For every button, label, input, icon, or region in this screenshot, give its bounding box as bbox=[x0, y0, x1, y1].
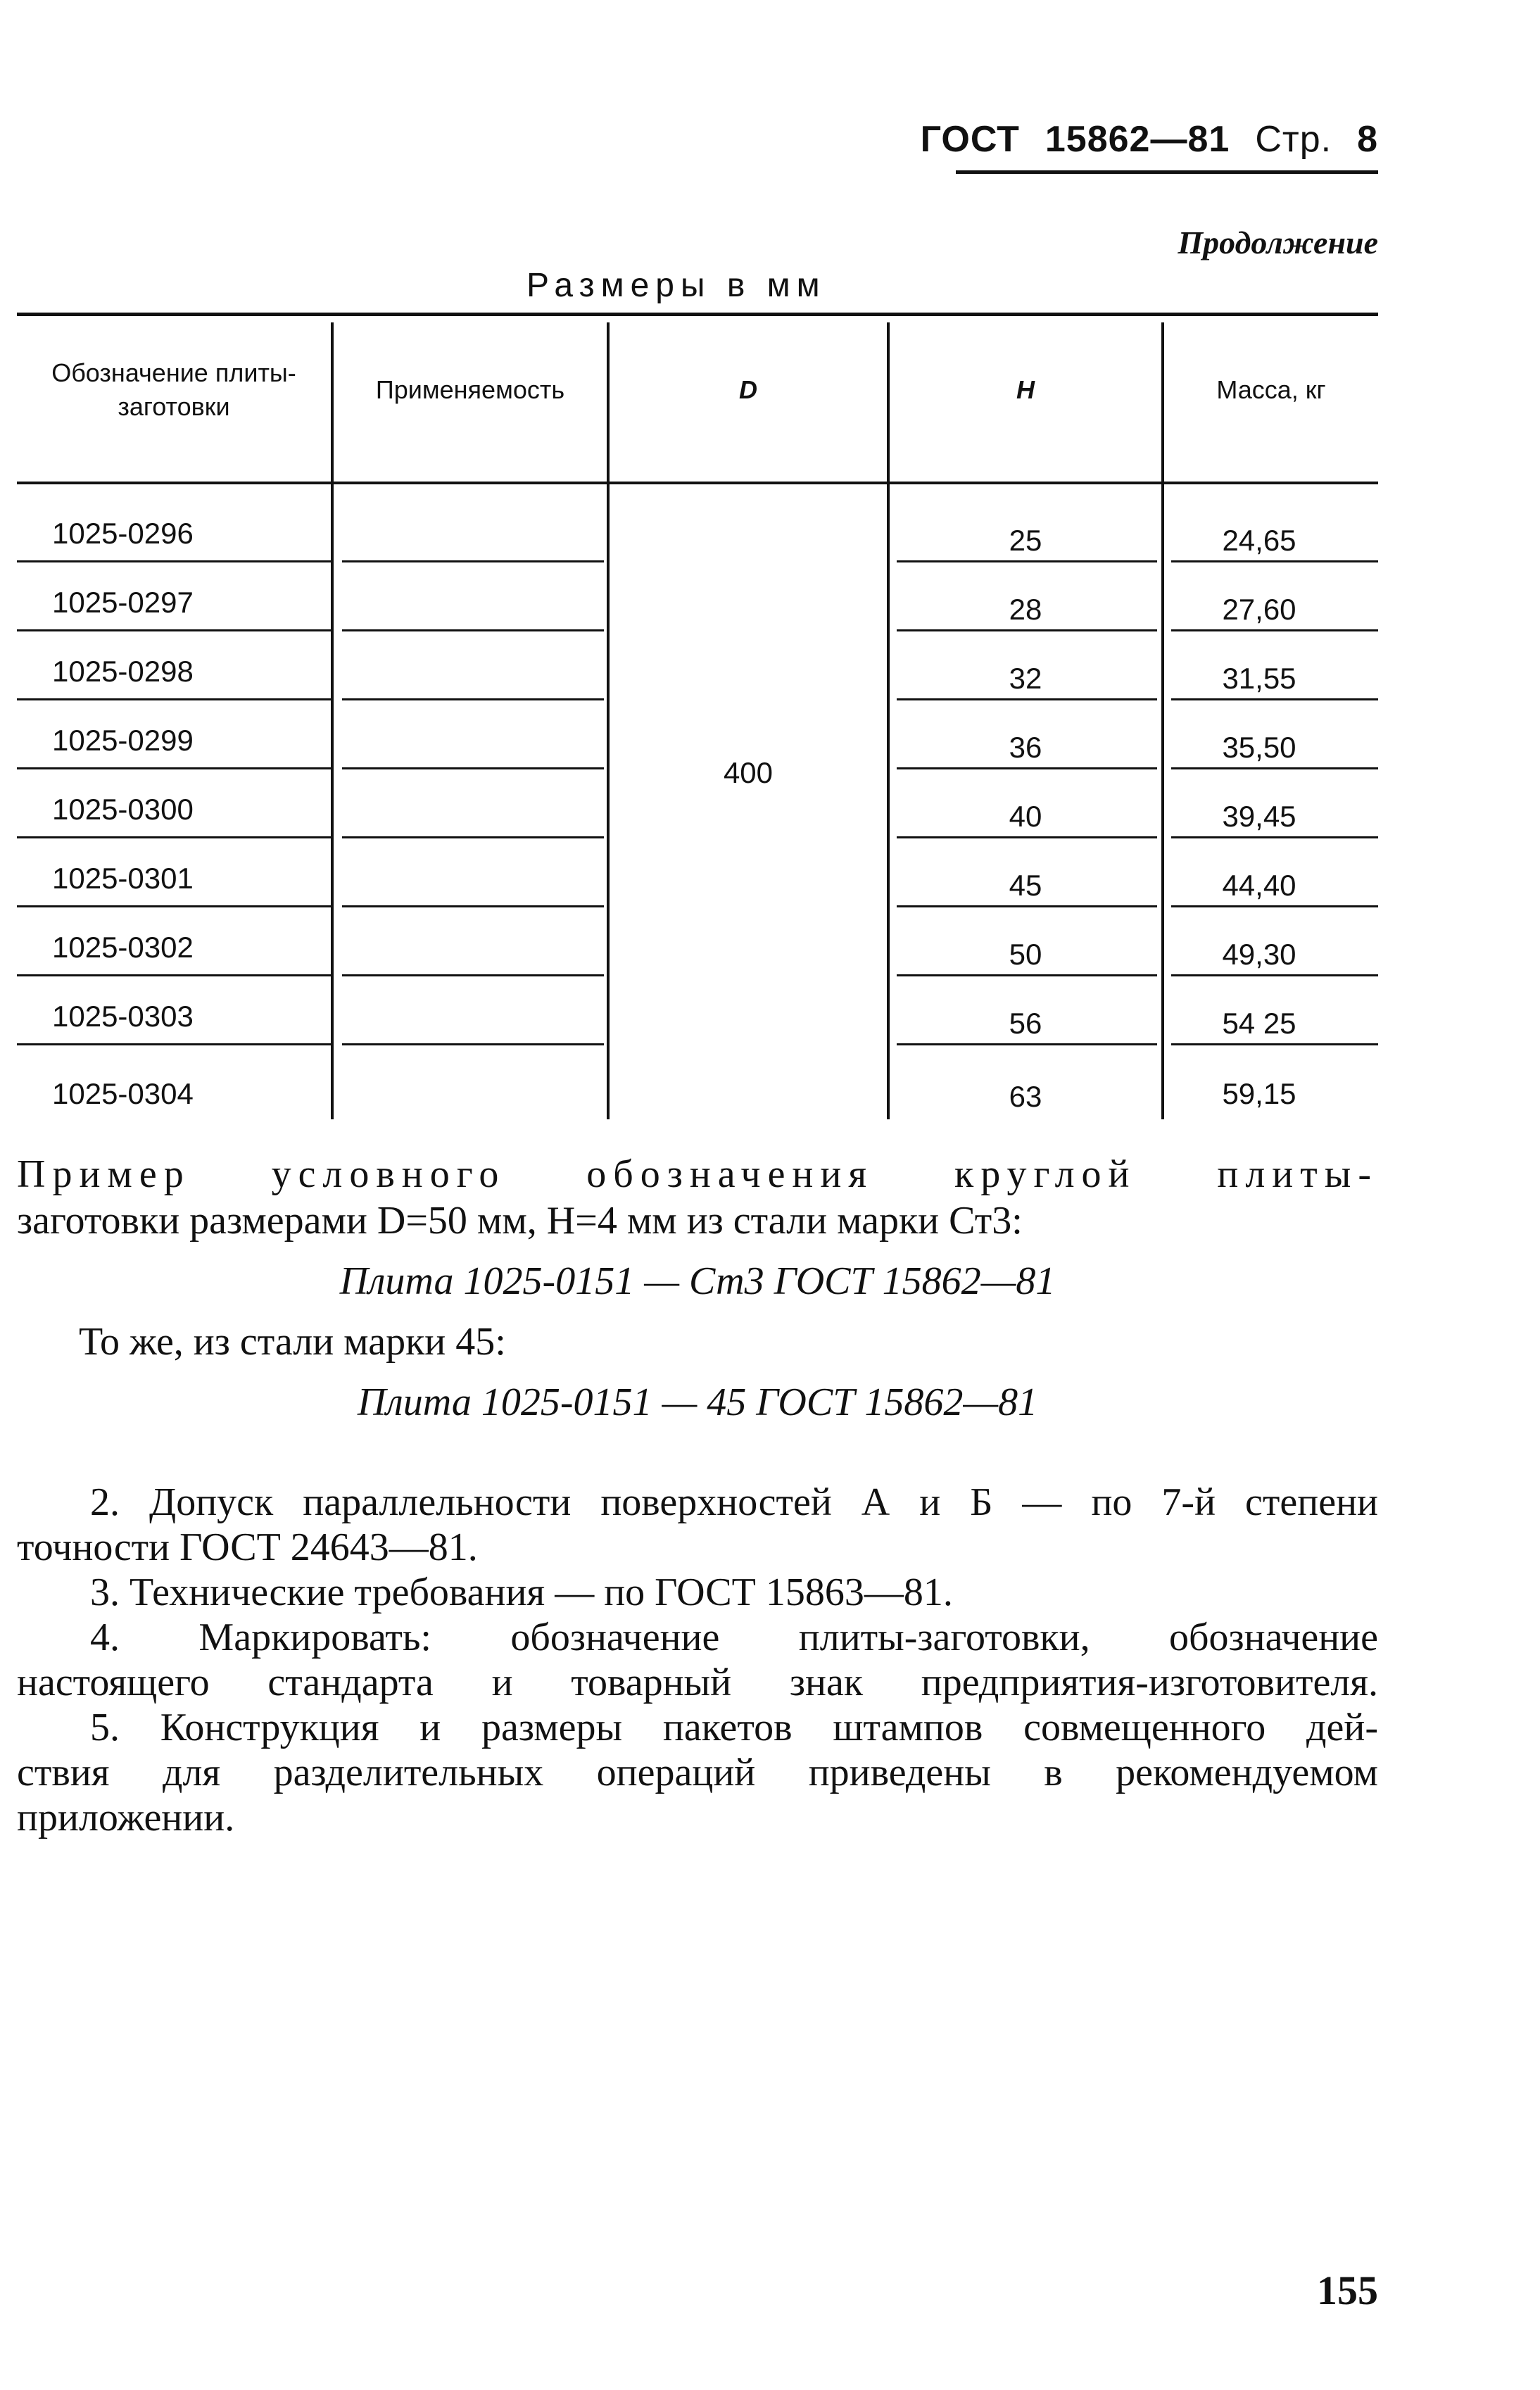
row-rule bbox=[1171, 767, 1378, 769]
item-2-line-2: точности ГОСТ 24643—81. bbox=[17, 1526, 478, 1569]
page-label: Стр. bbox=[1255, 119, 1332, 160]
mass-cell: 44,40 bbox=[1222, 869, 1296, 902]
row-rule bbox=[897, 560, 1157, 562]
item-3: 3. Технические требования — по ГОСТ 15863—81. bbox=[90, 1571, 953, 1614]
row-rule bbox=[1171, 974, 1378, 976]
row-rule bbox=[17, 974, 331, 976]
table-top-rule bbox=[17, 313, 1378, 316]
column-header-mass: Масса, кг bbox=[1216, 375, 1326, 404]
designation-cell: 1025-0304 bbox=[52, 1077, 194, 1110]
h-cell: 32 bbox=[1009, 662, 1042, 695]
row-rule bbox=[342, 767, 604, 769]
row-rule bbox=[17, 560, 331, 562]
mass-cell: 24,65 bbox=[1222, 524, 1296, 557]
item-4-line-1: 4. Маркировать: обозначение плиты-заготовки, обозначение bbox=[90, 1616, 1378, 1659]
row-rule bbox=[897, 629, 1157, 631]
row-rule bbox=[17, 836, 331, 838]
mass-cell: 54 25 bbox=[1222, 1007, 1296, 1040]
continuation-label: Продолжение bbox=[1178, 225, 1378, 260]
row-rule bbox=[17, 1043, 331, 1045]
column-header-applicability: Применяемость bbox=[375, 375, 565, 404]
row-rule bbox=[1171, 629, 1378, 631]
example-line-1: Пример условного обозначения круглой плиты- bbox=[17, 1152, 1378, 1196]
h-cell: 50 bbox=[1009, 938, 1042, 971]
units-caption: Размеры в мм bbox=[526, 267, 826, 304]
h-cell: 63 bbox=[1009, 1080, 1042, 1113]
row-rule bbox=[897, 698, 1157, 700]
h-cell: 56 bbox=[1009, 1007, 1042, 1040]
row-rule bbox=[1171, 698, 1378, 700]
page-number: 155 bbox=[1317, 2268, 1378, 2313]
row-rule bbox=[897, 974, 1157, 976]
designation-cell: 1025-0302 bbox=[52, 931, 194, 964]
mass-cell: 59,15 bbox=[1222, 1077, 1296, 1110]
designation-cell: 1025-0296 bbox=[52, 517, 194, 550]
row-rule bbox=[1171, 836, 1378, 838]
designation-example-2: Плита 1025-0151 — 45 ГОСТ 15862—81 bbox=[357, 1380, 1038, 1424]
row-rule bbox=[17, 767, 331, 769]
row-rule bbox=[897, 767, 1157, 769]
body-divider bbox=[331, 484, 334, 1119]
mass-cell: 27,60 bbox=[1222, 593, 1296, 626]
h-cell: 28 bbox=[1009, 593, 1042, 626]
example-line-2: заготовки размерами D=50 мм, H=4 мм из стали марки Ст3: bbox=[17, 1199, 1023, 1243]
column-header-d: D bbox=[739, 375, 757, 404]
mass-cell: 31,55 bbox=[1222, 662, 1296, 695]
same-steel-text: То же, из стали марки 45: bbox=[79, 1320, 506, 1364]
mass-cell: 49,30 bbox=[1222, 938, 1296, 971]
item-4-line-2: настоящего стандарта и товарный знак предприятия-изготовителя. bbox=[17, 1661, 1378, 1704]
h-cell: 40 bbox=[1009, 800, 1042, 833]
item-5-line-2: ствия для разделительных операций приведены в рекомендуемом bbox=[17, 1751, 1378, 1794]
mass-cell: 35,50 bbox=[1222, 731, 1296, 764]
table-header-rule bbox=[17, 482, 1378, 484]
row-rule bbox=[342, 905, 604, 907]
standard-number: 15862—81 bbox=[1044, 119, 1230, 160]
row-rule bbox=[17, 698, 331, 700]
d-value: 400 bbox=[723, 756, 774, 789]
row-rule bbox=[342, 1043, 604, 1045]
row-rule bbox=[342, 560, 604, 562]
dimensions-table bbox=[17, 313, 1378, 1119]
item-5-line-3: приложении. bbox=[17, 1796, 235, 1839]
h-cell: 36 bbox=[1009, 731, 1042, 764]
designation-cell: 1025-0297 bbox=[52, 586, 194, 619]
row-rule bbox=[342, 974, 604, 976]
designation-cell: 1025-0301 bbox=[52, 862, 194, 895]
row-rule bbox=[342, 629, 604, 631]
row-rule bbox=[897, 905, 1157, 907]
body-divider bbox=[607, 484, 610, 1119]
row-rule bbox=[1171, 1043, 1378, 1045]
row-rule bbox=[17, 629, 331, 631]
item-2-line-1: 2. Допуск параллельности поверхностей А и Б — по 7-й степени bbox=[90, 1480, 1378, 1524]
row-rule bbox=[897, 836, 1157, 838]
designation-example-1: Плита 1025-0151 — Ст3 ГОСТ 15862—81 bbox=[339, 1259, 1056, 1303]
row-rule bbox=[1171, 905, 1378, 907]
header-rule bbox=[956, 170, 1378, 174]
page-header bbox=[921, 118, 1378, 161]
row-rule bbox=[342, 698, 604, 700]
designation-cell: 1025-0300 bbox=[52, 793, 194, 826]
designation-cell: 1025-0303 bbox=[52, 1000, 194, 1033]
h-cell: 25 bbox=[1009, 524, 1042, 557]
row-rule bbox=[17, 905, 331, 907]
designation-cell: 1025-0298 bbox=[52, 655, 194, 688]
h-cell: 45 bbox=[1009, 869, 1042, 902]
header-page-number: 8 bbox=[1357, 119, 1378, 160]
standard-label: ГОСТ bbox=[920, 119, 1020, 160]
row-rule bbox=[342, 836, 604, 838]
mass-cell: 39,45 bbox=[1222, 800, 1296, 833]
item-5-line-1: 5. Конструкция и размеры пакетов штампов совмещенного дей- bbox=[90, 1706, 1378, 1749]
column-header-designation: Обозначение плиты-заготовки bbox=[51, 358, 296, 421]
designation-cell: 1025-0299 bbox=[52, 724, 194, 757]
row-rule bbox=[1171, 560, 1378, 562]
row-rule bbox=[897, 1043, 1157, 1045]
column-header-h: H bbox=[1016, 375, 1035, 404]
